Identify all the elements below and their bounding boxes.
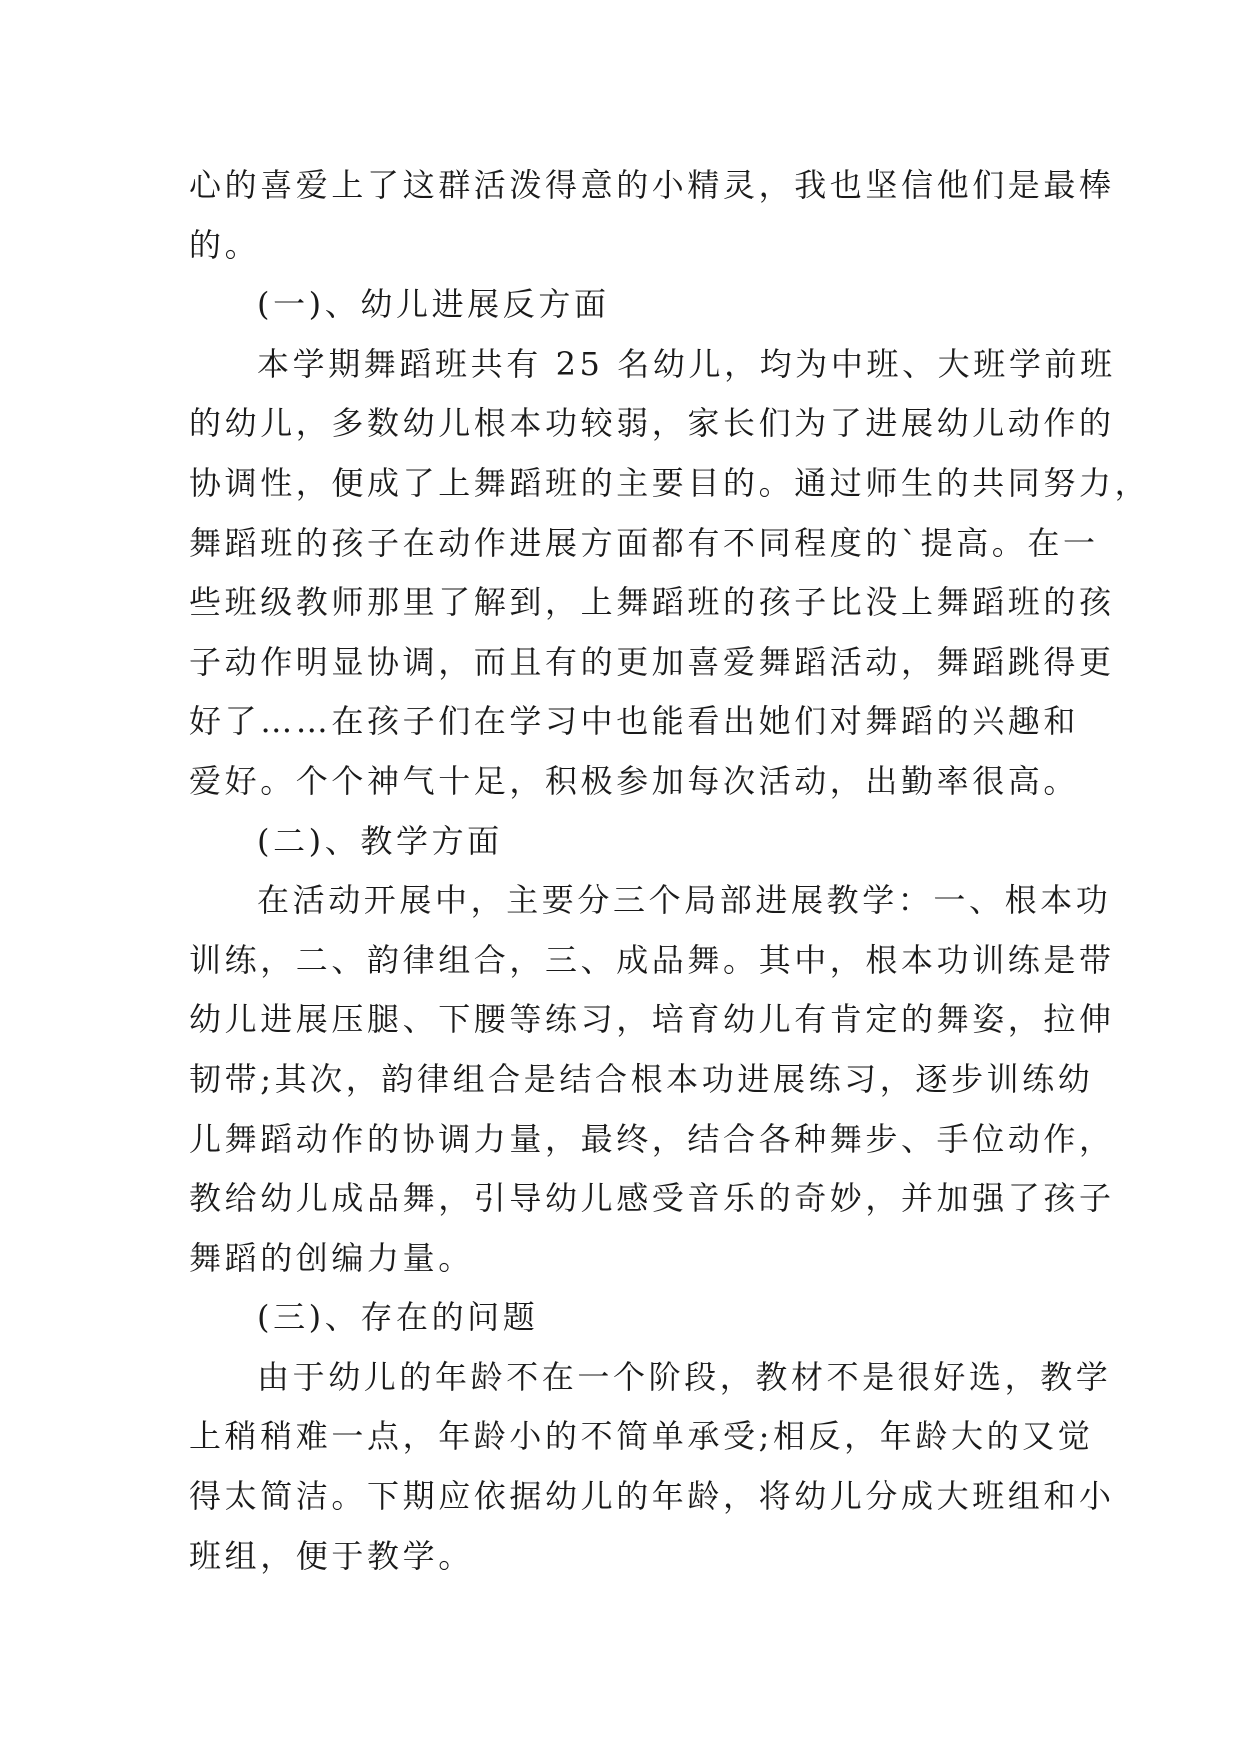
- text-line: 心的喜爱上了这群活泼得意的小精灵，我也坚信他们是最棒: [189, 166, 1115, 204]
- text-line: 幼儿进展压腿、下腰等练习，培育幼儿有肯定的舞姿，拉伸: [189, 1000, 1115, 1039]
- text-line: 舞蹈的创编力量。: [189, 1238, 474, 1277]
- text-line: 教给幼儿成品舞，引导幼儿感受音乐的奇妙，并加强了孩子: [189, 1179, 1115, 1218]
- text-line: 子动作明显协调，而且有的更加喜爱舞蹈活动，舞蹈跳得更: [189, 642, 1115, 681]
- paragraph-start: 由于幼儿的年龄不在一个阶段，教材不是很好选，教学: [257, 1357, 1112, 1396]
- text-line: 韧带;其次，韵律组合是结合根本功进展练习，逐步训练幼: [189, 1059, 1094, 1098]
- text-line: 好了……在孩子们在学习中也能看出她们对舞蹈的兴趣和: [189, 702, 1080, 741]
- paragraph-start: 本学期舞蹈班共有 25 名幼儿，均为中班、大班学前班: [257, 344, 1116, 383]
- paragraph-start: 在活动开展中，主要分三个局部进展教学：一、根本功: [257, 881, 1112, 920]
- document-body: [189, 156, 1151, 1586]
- text-line: 班组，便于教学。: [189, 1536, 474, 1575]
- text-line: 儿舞蹈动作的协调力量，最终，结合各种舞步、手位动作，: [189, 1119, 1115, 1158]
- text-line: 得太简洁。下期应依据幼儿的年龄，将幼儿分成大班组和小: [189, 1477, 1115, 1516]
- text-line: 爱好。个个神气十足，积极参加每次活动，出勤率很高。: [189, 761, 1080, 800]
- section-heading: (一)、幼儿进展反方面: [257, 285, 610, 324]
- text-line: 协调性，便成了上舞蹈班的主要目的。通过师生的共同努力，: [189, 463, 1151, 502]
- text-line: 舞蹈班的孩子在动作进展方面都有不同程度的`提高。在一: [189, 523, 1099, 562]
- section-heading: (二)、教学方面: [257, 821, 503, 860]
- text-line: 的幼儿，多数幼儿根本功较弱，家长们为了进展幼儿动作的: [189, 404, 1115, 443]
- text-line: 训练，二、韵律组合，三、成品舞。其中，根本功训练是带: [189, 940, 1115, 979]
- text-line: 些班级教师那里了解到，上舞蹈班的孩子比没上舞蹈班的孩: [189, 583, 1115, 622]
- text-line: 的。: [189, 225, 261, 264]
- section-heading: (三)、存在的问题: [257, 1298, 539, 1337]
- text-line: 上稍稍难一点，年龄小的不简单承受;相反，年龄大的又觉: [189, 1417, 1094, 1456]
